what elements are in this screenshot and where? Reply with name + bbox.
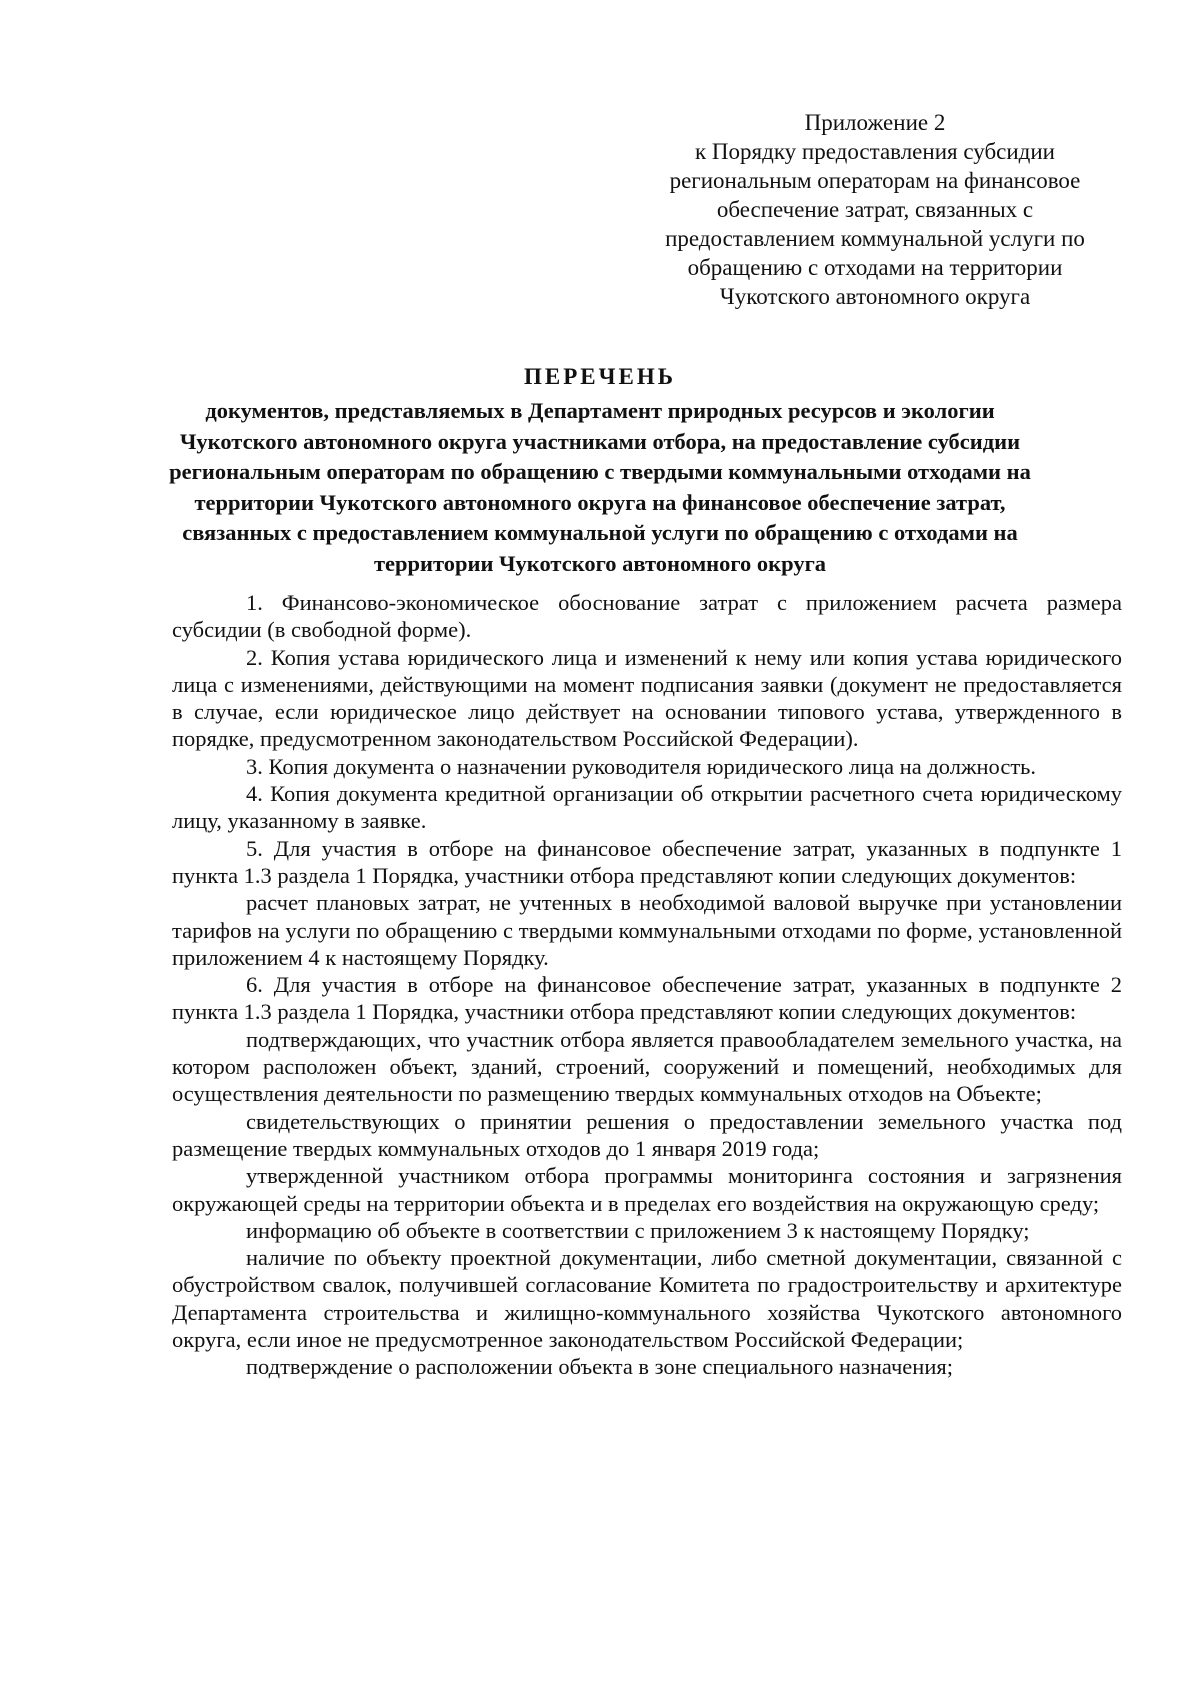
title-line: территории Чукотского автономного округа (373, 550, 827, 576)
title-subtitle (150, 396, 1050, 579)
paragraph: 1. Финансово-экономическое обоснование затрат с приложением расчета размера субсидии (в свободной форме). (172, 590, 1122, 643)
appendix-line: обращению с отходами на территории (687, 255, 1063, 280)
paragraph: подтверждающих, что участник отбора является правообладателем земельного участка, на котором расположен объект, зданий, строений, сооружений и помещений, необходимых для осуществления деятельности по размещению твердых коммунальных отходов на Объекте; (172, 1026, 1122, 1107)
document-body (172, 589, 1122, 1381)
title-line: Чукотского автономного округа участниками отбора, на предоставление субсидии (179, 428, 1021, 454)
title-main: ПЕРЕЧЕНЬ (524, 364, 676, 389)
document-title (150, 362, 1050, 579)
paragraph: 6. Для участия в отборе на финансовое обеспечение затрат, указанных в подпункте 2 пункта 1.3 раздела 1 Порядка, участники отбора представляют копии следующих документов: (172, 972, 1122, 1025)
paragraph: 4. Копия документа кредитной организации об открытии расчетного счета юридическому лицу, указанному в заявке. (172, 781, 1122, 834)
paragraph: свидетельствующих о принятии решения о предоставлении земельного участка под размещение твердых коммунальных отходов до 1 января 2019 года; (172, 1108, 1122, 1161)
appendix-line: к Порядку предоставления субсидии (695, 139, 1055, 164)
appendix-line: Чукотского автономного округа (719, 284, 1031, 309)
appendix-line: обеспечение затрат, связанных с (716, 197, 1034, 222)
appendix-line: предоставлением коммунальной услуги по (665, 226, 1085, 251)
paragraph: 2. Копия устава юридического лица и изменений к нему или копия устава юридического лица с изменениями, действующими на момент подписания заявки (документ не предоставляется в случае, если юридическое лицо действует на основании типового устава, утвержденного в порядке, предусмотренном законодательством Российской Федерации). (172, 644, 1122, 752)
title-line: связанных с предоставлением коммунальной услуги по обращению с отходами на (182, 520, 1018, 545)
appendix-line: региональным операторам на финансовое (669, 168, 1081, 193)
title-line: региональным операторам по обращению с твердыми коммунальными отходами на (169, 459, 1031, 484)
title-line: территории Чукотского автономного округа на финансовое обеспечение затрат, (194, 489, 1006, 515)
appendix-header (640, 108, 1110, 311)
paragraph: информацию об объекте в соответствии с приложением 3 к настоящему Порядку; (246, 1217, 1030, 1243)
paragraph: наличие по объекту проектной документации, либо сметной документации, связанной с обустройством свалок, получившей согласование Комитета по градостроительству и архитектуре Департамента строительства и жилищно-коммунального хозяйства Чукотского автономного округа, если иное не предусмотренное законодательством Российской Федерации; (172, 1245, 1122, 1353)
appendix-line: Приложение 2 (804, 110, 946, 135)
paragraph: утвержденной участником отбора программы мониторинга состояния и загрязнения окружающей среды на территории объекта и в пределах его воздействия на окружающую среду; (172, 1163, 1122, 1216)
paragraph: подтверждение о расположении объекта в зоне специального назначения; (246, 1354, 953, 1380)
paragraph: 3. Копия документа о назначении руководителя юридического лица на должность. (246, 753, 1037, 779)
paragraph: расчет плановых затрат, не учтенных в необходимой валовой выручке при установлении тарифов на услуги по обращению с твердыми коммунальными отходами по форме, установленной приложением 4 к настоящему Порядку. (172, 890, 1122, 970)
paragraph: 5. Для участия в отборе на финансовое обеспечение затрат, указанных в подпункте 1 пункта 1.3 раздела 1 Порядка, участники отбора представляют копии следующих документов: (172, 835, 1122, 888)
title-line: документов, представляемых в Департамент природных ресурсов и экологии (205, 398, 995, 423)
